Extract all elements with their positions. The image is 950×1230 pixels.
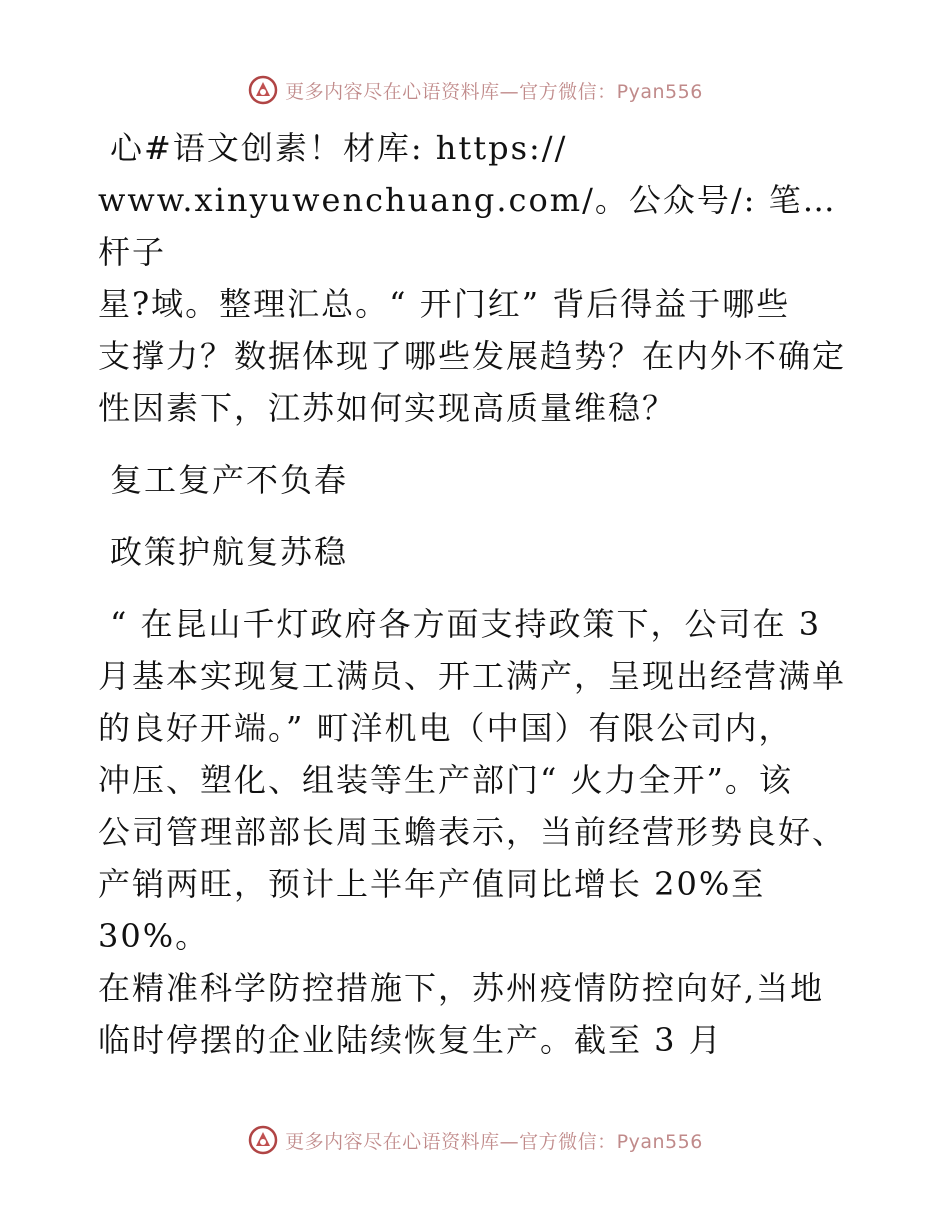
header-banner [0, 70, 950, 110]
intro-line: 性因素下，江苏如何实现高质量维稳？ [98, 389, 677, 427]
intro-line: 支撑力？数据体现了哪些发展趋势？在内外不确定 [98, 337, 847, 375]
ribbon-logo-icon [247, 1124, 279, 1156]
footer-banner [0, 1120, 950, 1160]
paragraph-line: 产销两旺，预计上半年产值同比增长 20%至 30%。 [98, 865, 766, 955]
intro-line: 星?域。整理汇总。“ 开门红” 背后得益于哪些 [98, 285, 791, 323]
paragraph-line: 冲压、塑化、组装等生产部门“ 火力全开”。该 [98, 761, 793, 799]
paragraph-line: 临时停摆的企业陆续恢复生产。截至 3 月 [98, 1021, 723, 1059]
header-banner-text: 更多内容尽在心语资料库—官方微信：Pyan556 [285, 80, 703, 103]
section-heading: 复工复产不负春 [110, 461, 349, 499]
intro-line: 心#语文创素！材库: https:// [110, 129, 568, 167]
section-heading: 政策护航复苏稳 [110, 533, 349, 571]
paragraph-line: 公司管理部部长周玉蟾表示，当前经营形势良好、 [98, 813, 847, 851]
paragraph-line: 的良好开端。” 町洋机电（中国）有限公司内， [98, 709, 793, 747]
ribbon-logo-icon [247, 74, 279, 106]
intro-line: www.xinyuwenchuang.com/。公众号/: 笔…杆子 [98, 181, 837, 271]
paragraph-line: “ 在昆山千灯政府各方面支持政策下，公司在 3 [110, 605, 822, 643]
footer-banner-text: 更多内容尽在心语资料库—官方微信：Pyan556 [285, 1130, 703, 1153]
paragraph-line: 月基本实现复工满员、开工满产，呈现出经营满单 [98, 657, 847, 695]
paragraph-line: 在精准科学防控措施下，苏州疫情防控向好,当地 [98, 969, 825, 1007]
document-body [98, 122, 858, 1066]
